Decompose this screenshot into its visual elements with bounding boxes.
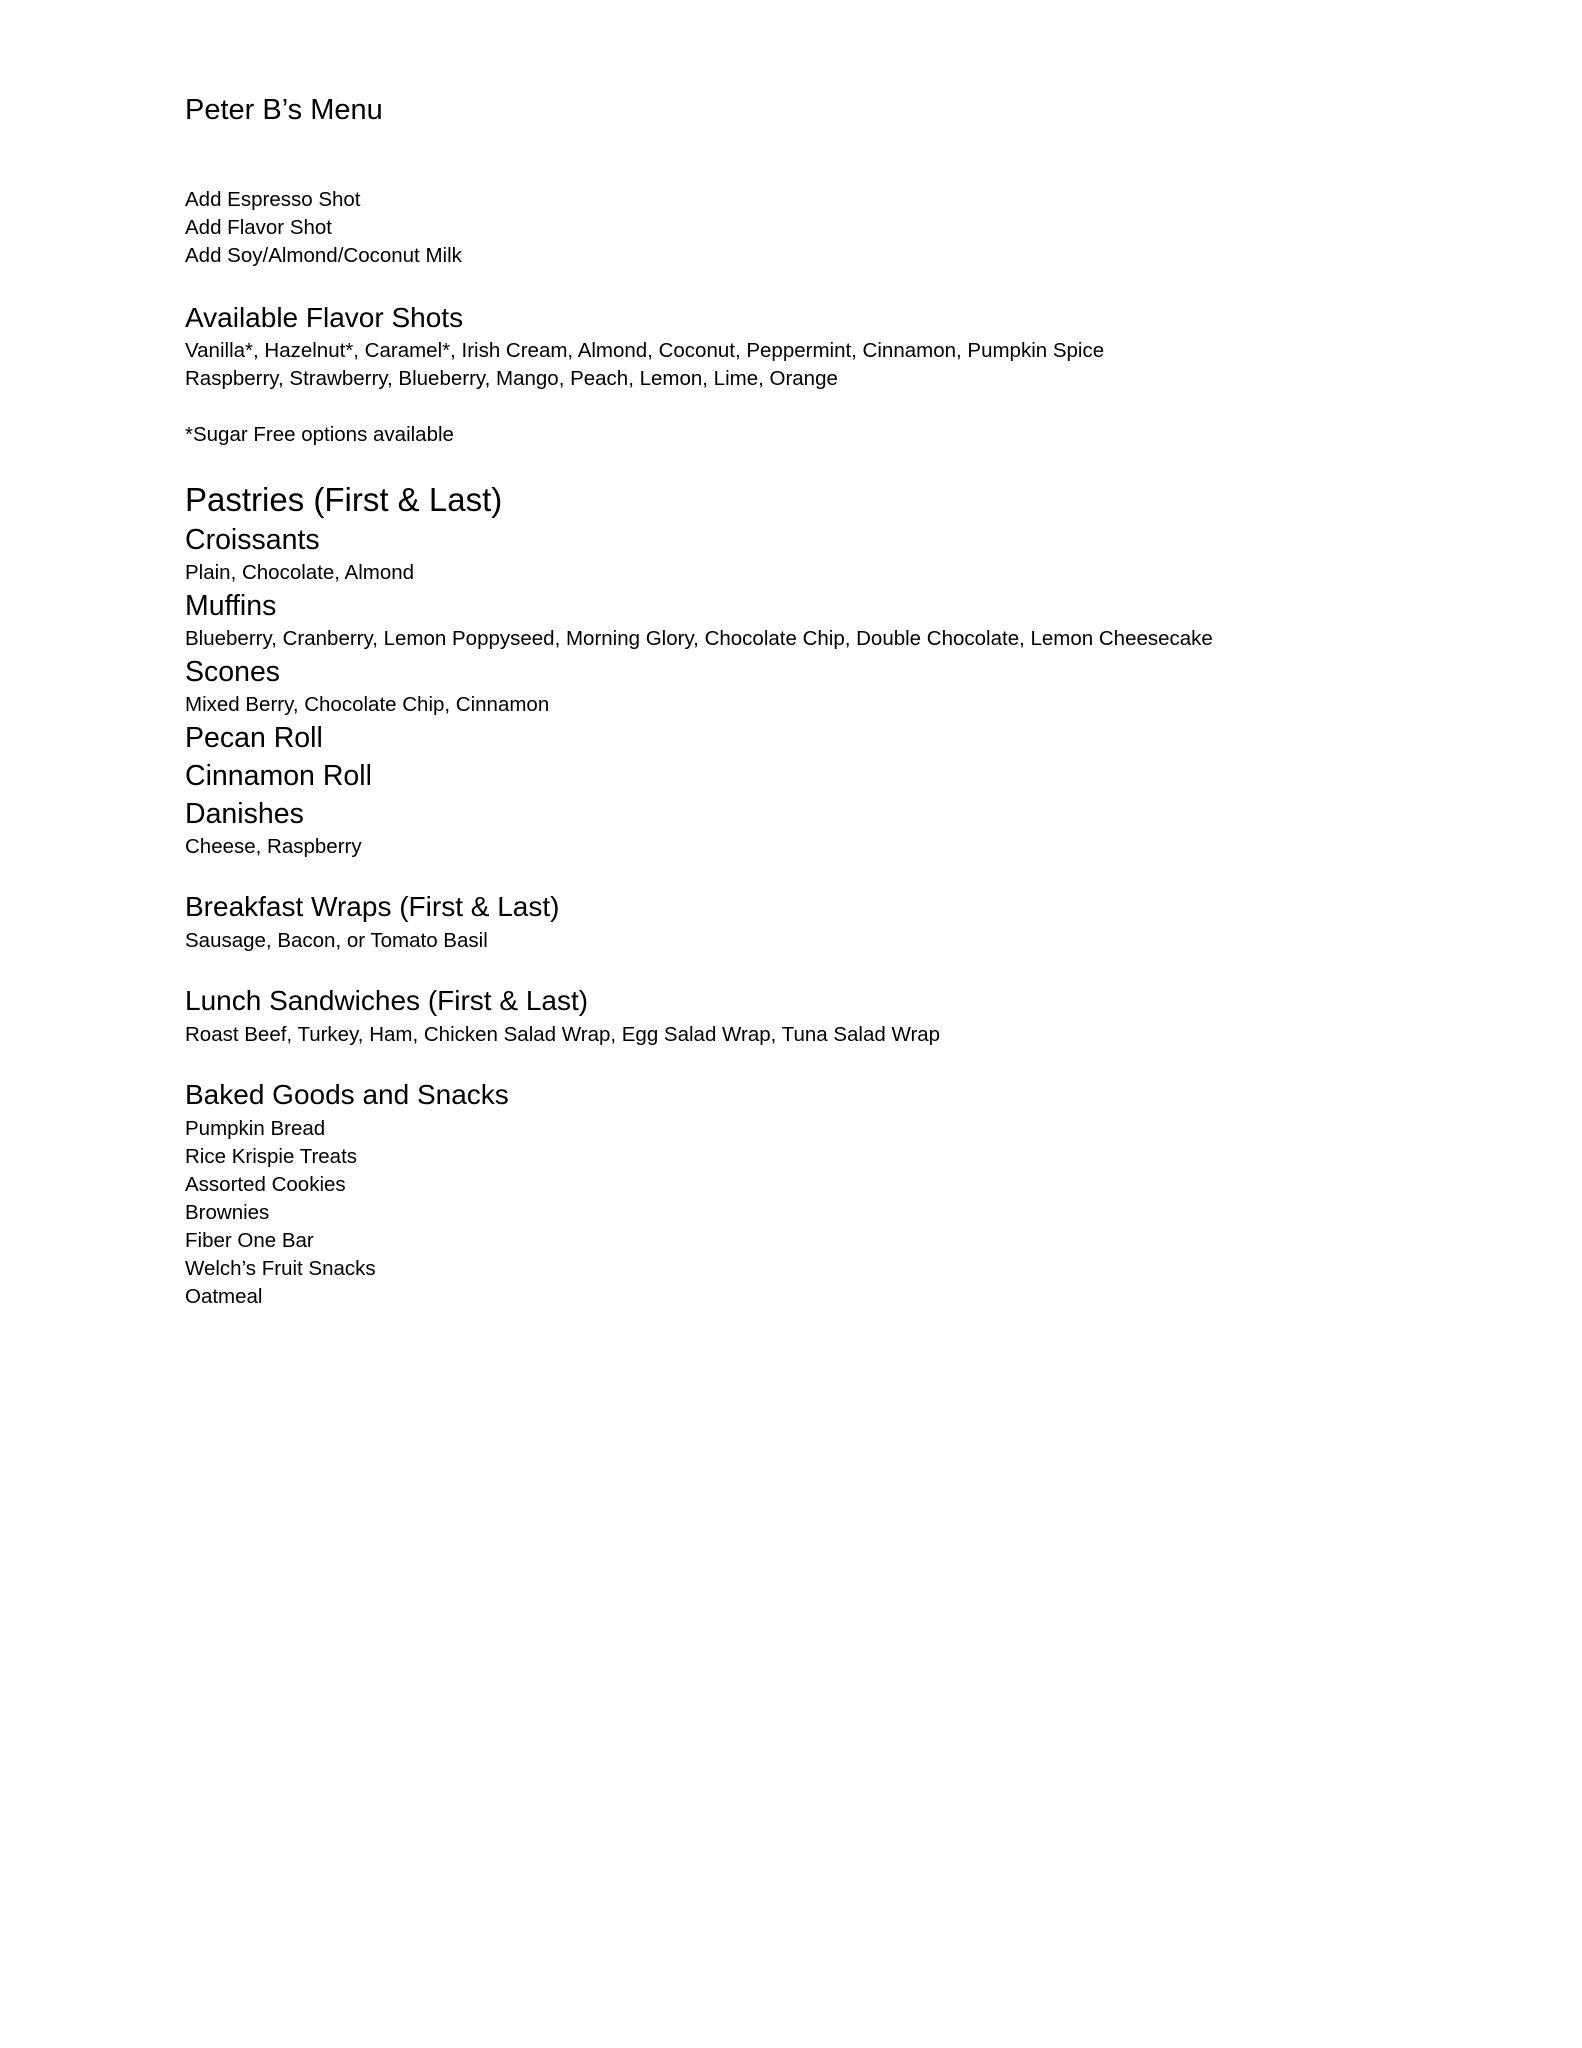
scones-name: Scones — [185, 656, 281, 688]
baked-goods-item: Rice Krispie Treats — [185, 1145, 358, 1168]
lunch-sandwiches-options: Roast Beef, Turkey, Ham, Chicken Salad Wrap, Egg Salad Wrap, Tuna Salad Wrap — [185, 1023, 941, 1046]
flavor-shots-line: Raspberry, Strawberry, Blueberry, Mango, Peach, Lemon, Lime, Orange — [185, 367, 838, 390]
flavor-shots-heading: Available Flavor Shots — [185, 302, 464, 333]
croissants-options: Plain, Chocolate, Almond — [185, 561, 415, 584]
muffins-options: Blueberry, Cranberry, Lemon Poppyseed, Morning Glory, Chocolate Chip, Double Chocolate, Lemon Cheesecake — [185, 627, 1213, 650]
breakfast-wraps-heading: Breakfast Wraps (First & Last) — [185, 891, 560, 922]
baked-goods-item: Pumpkin Bread — [185, 1117, 326, 1140]
croissants-name: Croissants — [185, 524, 320, 556]
breakfast-wraps-options: Sausage, Bacon, or Tomato Basil — [185, 929, 488, 952]
lunch-sandwiches-heading: Lunch Sandwiches (First & Last) — [185, 985, 589, 1016]
flavor-shots-line: Vanilla*, Hazelnut*, Caramel*, Irish Cream, Almond, Coconut, Peppermint, Cinnamon, Pumpkin Spice — [185, 339, 1105, 362]
danishes-options: Cheese, Raspberry — [185, 835, 362, 858]
page-title: Peter B’s Menu — [185, 94, 383, 126]
pecan-roll-name: Pecan Roll — [185, 722, 323, 754]
baked-goods-item: Assorted Cookies — [185, 1173, 346, 1196]
baked-goods-item: Welch’s Fruit Snacks — [185, 1257, 376, 1280]
baked-goods-heading: Baked Goods and Snacks — [185, 1079, 509, 1110]
scones-options: Mixed Berry, Chocolate Chip, Cinnamon — [185, 693, 550, 716]
cinnamon-roll-name: Cinnamon Roll — [185, 760, 372, 792]
baked-goods-item: Brownies — [185, 1201, 270, 1224]
sugar-free-note: *Sugar Free options available — [185, 423, 454, 446]
add-on-item: Add Soy/Almond/Coconut Milk — [185, 244, 462, 267]
add-on-item: Add Espresso Shot — [185, 188, 361, 211]
pastries-heading: Pastries (First & Last) — [185, 481, 503, 518]
add-on-item: Add Flavor Shot — [185, 216, 332, 239]
danishes-name: Danishes — [185, 798, 304, 830]
baked-goods-item: Fiber One Bar — [185, 1229, 314, 1252]
muffins-name: Muffins — [185, 590, 277, 622]
baked-goods-item: Oatmeal — [185, 1285, 263, 1308]
